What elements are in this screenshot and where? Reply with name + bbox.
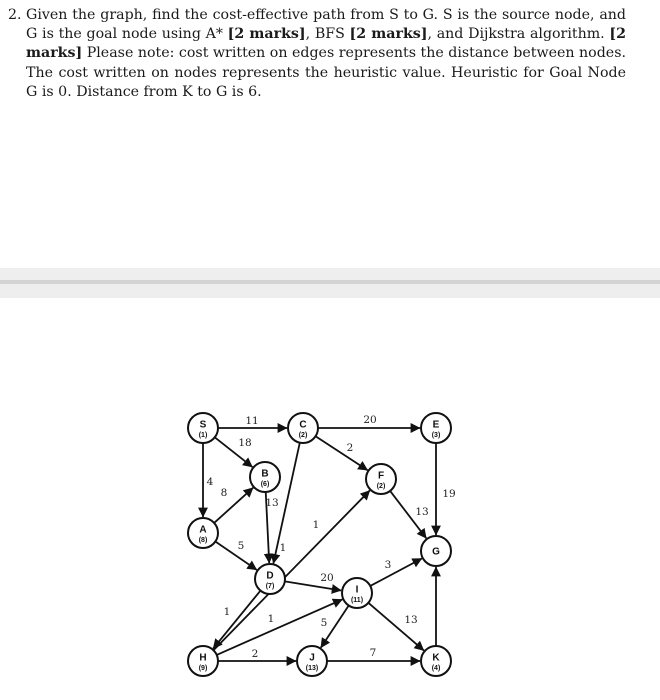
node-k bbox=[421, 646, 451, 676]
edge-a-d bbox=[215, 541, 256, 569]
node-heuristic: (13) bbox=[305, 664, 319, 672]
edge-h-f bbox=[213, 490, 369, 650]
node-name: H bbox=[199, 652, 207, 664]
edge-weight-h-j: 2 bbox=[251, 648, 259, 660]
node-name: D bbox=[266, 570, 274, 582]
edge-weight-j-k: 7 bbox=[369, 647, 377, 659]
node-b bbox=[250, 462, 280, 492]
edge-weight-i-k: 13 bbox=[404, 614, 418, 626]
node-f bbox=[366, 464, 396, 494]
node-d bbox=[255, 564, 285, 594]
edge-weight-c-f: 2 bbox=[346, 442, 354, 454]
edge-labels-layer bbox=[207, 414, 456, 660]
edge-weight-b-d: 13 bbox=[265, 497, 279, 509]
marks-astar: [2 marks] bbox=[227, 26, 306, 43]
node-e bbox=[421, 413, 451, 443]
node-name: A bbox=[199, 524, 207, 536]
edge-weight-a-b: 8 bbox=[220, 487, 228, 499]
node-i bbox=[342, 578, 372, 608]
node-h bbox=[188, 646, 218, 676]
node-heuristic: (6) bbox=[260, 480, 270, 488]
node-name: G bbox=[432, 546, 440, 558]
edge-weight-d-i: 20 bbox=[320, 572, 334, 584]
node-s bbox=[188, 413, 218, 443]
node-name: I bbox=[355, 584, 359, 596]
node-heuristic: (1) bbox=[198, 431, 208, 439]
edge-weight-s-c: 11 bbox=[245, 415, 259, 427]
node-name: C bbox=[299, 419, 307, 431]
node-j bbox=[297, 646, 327, 676]
node-c bbox=[288, 413, 318, 443]
node-name: F bbox=[377, 470, 385, 482]
node-heuristic: (3) bbox=[431, 431, 441, 439]
edge-i-k bbox=[368, 603, 424, 651]
node-name: S bbox=[199, 419, 207, 431]
edge-i-g bbox=[370, 559, 422, 586]
marks-bfs: [2 marks] bbox=[349, 26, 428, 43]
edge-weight-a-d: 5 bbox=[237, 540, 245, 552]
node-heuristic: (9) bbox=[198, 664, 208, 672]
question-text-part: Given the graph, find the cost-effective path from S to G. S is the source node, and G is the goal node using A* bbox=[26, 7, 626, 43]
edge-weight-i-j: 5 bbox=[320, 617, 328, 629]
node-a bbox=[188, 518, 218, 548]
edge-weight-s-b: 18 bbox=[238, 437, 252, 449]
node-name: B bbox=[261, 468, 269, 480]
edge-weight-i-g: 3 bbox=[384, 559, 392, 571]
edge-weight-c-e: 20 bbox=[363, 414, 377, 426]
question-number: 2. bbox=[8, 7, 22, 23]
node-heuristic: (8) bbox=[198, 536, 208, 544]
node-heuristic: (2) bbox=[298, 431, 308, 439]
edge-weight-h-f: 1 bbox=[312, 519, 320, 531]
node-g bbox=[421, 536, 451, 566]
edge-weight-h-i: 1 bbox=[267, 613, 275, 625]
marks-dijkstra: [2 marks] bbox=[26, 26, 626, 62]
question-text-part: Please note: cost written on edges represents the distance between nodes. The cost written on nodes represents the heuristic value. Heuristic for Goal Node G is 0. Distance from K to G is 6. bbox=[26, 45, 626, 100]
node-heuristic: (7) bbox=[265, 582, 275, 590]
node-heuristic: (4) bbox=[431, 664, 441, 672]
edge-weight-s-a: 4 bbox=[206, 476, 214, 488]
edge-c-f bbox=[316, 436, 368, 470]
question-text-part: , and Dijkstra algorithm. bbox=[427, 26, 610, 43]
edge-weight-c-d: 1 bbox=[279, 542, 287, 554]
question-text-part: , BFS bbox=[305, 26, 350, 43]
node-name: E bbox=[432, 419, 440, 431]
edge-d-h bbox=[213, 591, 260, 649]
node-heuristic: (2) bbox=[376, 482, 386, 490]
edge-weight-d-h: 1 bbox=[223, 606, 231, 618]
node-heuristic: (11) bbox=[350, 596, 364, 604]
edge-weight-e-g: 19 bbox=[442, 488, 456, 500]
node-name: K bbox=[432, 652, 440, 664]
edge-weight-f-g: 13 bbox=[415, 506, 429, 518]
node-name: J bbox=[309, 652, 315, 664]
